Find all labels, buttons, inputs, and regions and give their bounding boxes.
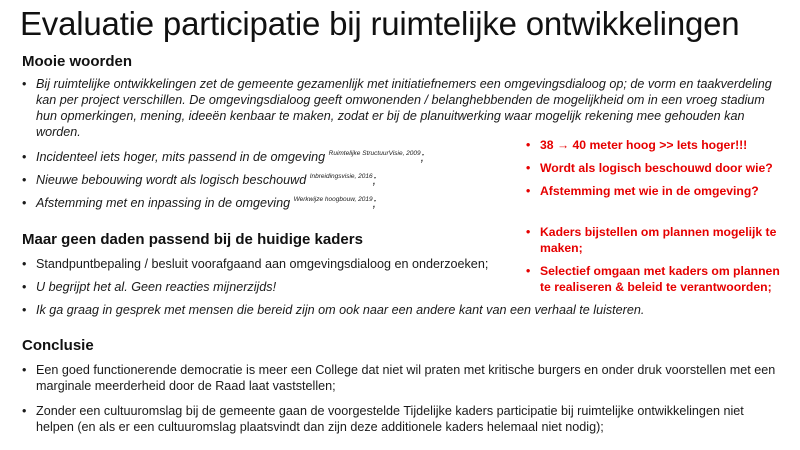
list-item-tail: ; [420, 150, 425, 164]
section-heading-geen-daden: Maar geen daden passend bij de huidige kaders [22, 231, 363, 248]
list-item [20, 76, 782, 140]
list-item [20, 302, 782, 318]
list-item [20, 403, 782, 435]
section-heading-conclusie: Conclusie [22, 337, 94, 354]
list-item-text: Incidenteel iets hoger, mits passend in de omgeving [36, 150, 329, 164]
list-item-text: Nieuwe bebouwing wordt als logisch beschouwd [36, 173, 310, 187]
list-item-text: Zonder een cultuuromslag bij de gemeente gaan de voorgestelde Tijdelijke kaders participatie bij ruimtelijke ontwikkelingen niet helpen (en als er een cultuuromslag plaatsvindt dan zijn deze additionele kaders helemaal niet nodig); [36, 404, 744, 434]
source-reference: Ruimtelijke StructuurVisie, 2009 [328, 150, 421, 157]
section3-list [20, 362, 782, 435]
red-note: • Afstemming met wie in de omgeving? [524, 183, 784, 199]
red-note: • Selectief omgaan met kaders om plannen te realiseren & beleid te verantwoorden; [524, 263, 786, 295]
red-notes-top [524, 137, 784, 199]
red-note: • Wordt als logisch beschouwd door wie? [524, 160, 784, 176]
list-item [20, 362, 782, 394]
list-item-text: Een goed functionerende democratie is meer een College dat niet wil praten met kritische burgers en onder druk voorstellen met een marginale meerderheid door de Raad laat vaststellen; [36, 363, 776, 393]
source-reference: Werkwijze hoogbouw, 2019 [293, 196, 373, 203]
list-item-text: Ik ga graag in gesprek met mensen die bereid zijn om ook naar een andere kant van een verhaal te luisteren. [36, 303, 645, 317]
red-notes-bottom [524, 224, 786, 295]
slide-title: Evaluatie participatie bij ruimtelijke ontwikkelingen [20, 5, 740, 42]
list-item-text: Standpuntbepaling / besluit voorafgaand aan omgevingsdialoog en onderzoeken; [36, 257, 489, 271]
source-reference: Inbreidingsvisie, 2016 [309, 173, 373, 180]
list-item-text: U begrijpt het al. Geen reacties mijnerzijds! [36, 280, 277, 294]
list-item-tail: ; [372, 173, 377, 187]
list-item-text: Afstemming met en inpassing in de omgeving [36, 196, 294, 210]
list-item-tail: ; [372, 196, 377, 210]
list-item-text: Bij ruimtelijke ontwikkelingen zet de gemeente gezamenlijk met initiatiefnemers een omgevingsdialoog op; de vorm en taakverdeling kan per project verschillen. De omgevingsdialoog geeft omwonenden / belanghebbenden de mogelijkheid om in een vroeg stadium hun opmerkingen, mening, ideeën kenbaar te maken, zodat er bij de planuitwerking waar mogelijk rekening mee gehouden kan worden. [36, 77, 772, 139]
section-heading-mooie-woorden: Mooie woorden [22, 53, 132, 70]
red-note: • Kaders bijstellen om plannen mogelijk te maken; [524, 224, 786, 256]
red-note: • 38 → 40 meter hoog >> Iets hoger!!! [524, 137, 784, 153]
